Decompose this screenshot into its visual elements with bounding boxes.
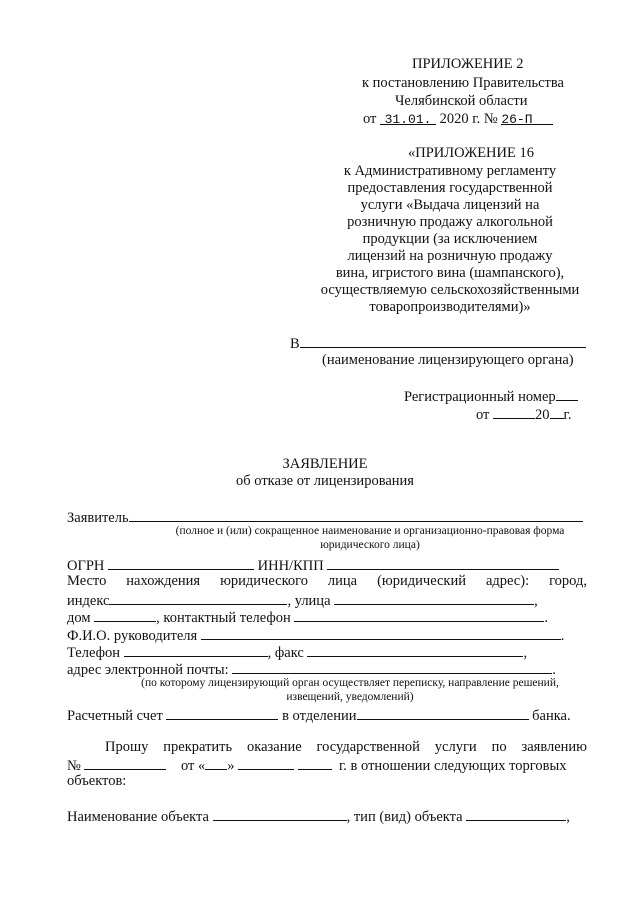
email-hint-line2: извещений, уведомлений) [286,691,414,703]
document-title: ЗАЯВЛЕНИЕ [282,456,368,472]
branch-field[interactable] [357,706,529,720]
registration-date-field[interactable] [493,405,535,419]
applicant-field[interactable] [129,508,583,522]
index-street-line: индекс , улица , [67,593,538,609]
email-field[interactable] [232,660,552,674]
appendix2-line1: к постановлению Правительства [362,75,564,91]
phone-field[interactable] [294,608,544,622]
email-line: адрес электронной почты: . [67,662,556,678]
registration-date-suffix: г. [563,407,572,423]
document-subtitle: об отказе от лицензирования [236,473,414,489]
director-line: Ф.И.О. руководителя . [67,628,565,644]
account-line [67,706,571,725]
request-line3: объектов: [67,773,127,789]
appendix16-line: к Административному регламенту [343,163,557,179]
registration-date-year: 20 [535,407,550,423]
applicant-hint [120,524,620,552]
telephone-label: Телефон [67,645,120,661]
addressee-line [290,334,586,353]
bank-label: банка. [532,708,571,724]
index-label: индекс [67,593,110,609]
telephone-fax-line: Телефон , факс , [67,645,528,661]
request-day-field[interactable] [205,756,227,770]
request-from-label: от « [180,758,206,774]
account-field[interactable] [166,706,278,720]
index-field[interactable] [109,591,287,605]
object-type-field[interactable] [466,807,566,821]
email-hint [80,676,620,704]
request-month-field[interactable] [238,756,294,770]
registration-number-line [404,387,578,406]
appendix16-line: осуществляемую сельскохозяйственными [320,282,580,298]
telephone-field[interactable] [124,643,268,657]
appendix16-line: товаропроизводителями)» [369,299,531,315]
appendix16-line: вина, игристого вина (шампанского), [335,265,565,281]
registration-number-label: Регистрационный номер [404,389,556,405]
addressee-field[interactable] [300,334,586,348]
object-line [67,807,570,826]
registration-year-field[interactable] [550,405,564,419]
registration-date-from: от [476,407,490,423]
fax-field[interactable] [307,643,523,657]
appendix16-title: «ПРИЛОЖЕНИЕ 16 [408,145,534,161]
ogrn-label: ОГРН [67,558,105,574]
object-type-label: , тип (вид) объекта [346,809,463,825]
date-number: 26-П [501,112,533,127]
appendix16-line: предоставления государственной [347,180,553,196]
request-quote-close: » [227,758,235,774]
date-day-field [380,111,436,125]
addressee-hint: (наименование лицензирующего органа) [322,352,574,368]
request-year-field[interactable] [298,756,332,770]
appendix2-line2: Челябинской области [395,93,528,109]
date-number-field [501,111,553,125]
request-year-suffix: г. в отношении следующих торговых [339,758,567,774]
applicant-label: Заявитель [67,510,129,526]
location-label: Место нахождения юридического лица (юридический адрес): город, [67,573,587,589]
object-name-field[interactable] [213,807,347,821]
registration-number-field[interactable] [556,387,578,401]
location-line [67,573,587,590]
appendix2-date-line [363,111,553,128]
house-field[interactable] [94,608,156,622]
appendix16-line: продукции (за исключением [362,231,538,247]
inn-label: ИНН/КПП [257,558,324,574]
appendix16-line: розничную продажу алкогольной [347,214,553,230]
email-label: адрес электронной почты: [67,662,229,678]
request-no-label: № [67,758,81,774]
appendix16-line: лицензий на розничную продажу [347,248,553,264]
addressee-prefix: В [290,336,300,352]
date-day: 31.01. [384,112,432,127]
fax-label: , факс [267,645,304,661]
street-field[interactable] [334,591,534,605]
house-label: дом [67,610,91,626]
date-year: 2020 г. № [439,111,498,127]
appendix2-title: ПРИЛОЖЕНИЕ 2 [412,56,524,72]
ogrn-field[interactable] [108,556,254,570]
registration-date-line [476,405,571,424]
object-comma: , [566,809,570,825]
request-no-field[interactable] [84,756,166,770]
street-label: , улица [287,593,331,609]
date-prefix: от [363,111,377,127]
account-label: Расчетный счет [67,708,163,724]
request-line2 [67,756,566,775]
appendix16-line: услуги «Выдача лицензий на [360,197,540,213]
phone-label: , контактный телефон [156,610,291,626]
director-label: Ф.И.О. руководителя [67,628,198,644]
object-name-label: Наименование объекта [67,809,209,825]
applicant-hint-line2: юридического лица) [320,539,420,551]
request-text: Прошу прекратить оказание государственной услуги по заявлению [105,739,587,755]
email-hint-line1: (по которому лицензирующий орган осуществляет переписку, направление решений, [141,677,559,689]
director-field[interactable] [201,626,561,640]
request-line1 [105,739,587,756]
house-phone-line: дом , контактный телефон . [67,610,549,626]
applicant-hint-line1: (полное и (или) сокращенное наименование и организационно-правовая форма [175,525,565,537]
branch-label: в отделении [282,708,357,724]
appendix16-text [300,163,600,316]
inn-field[interactable] [327,556,559,570]
